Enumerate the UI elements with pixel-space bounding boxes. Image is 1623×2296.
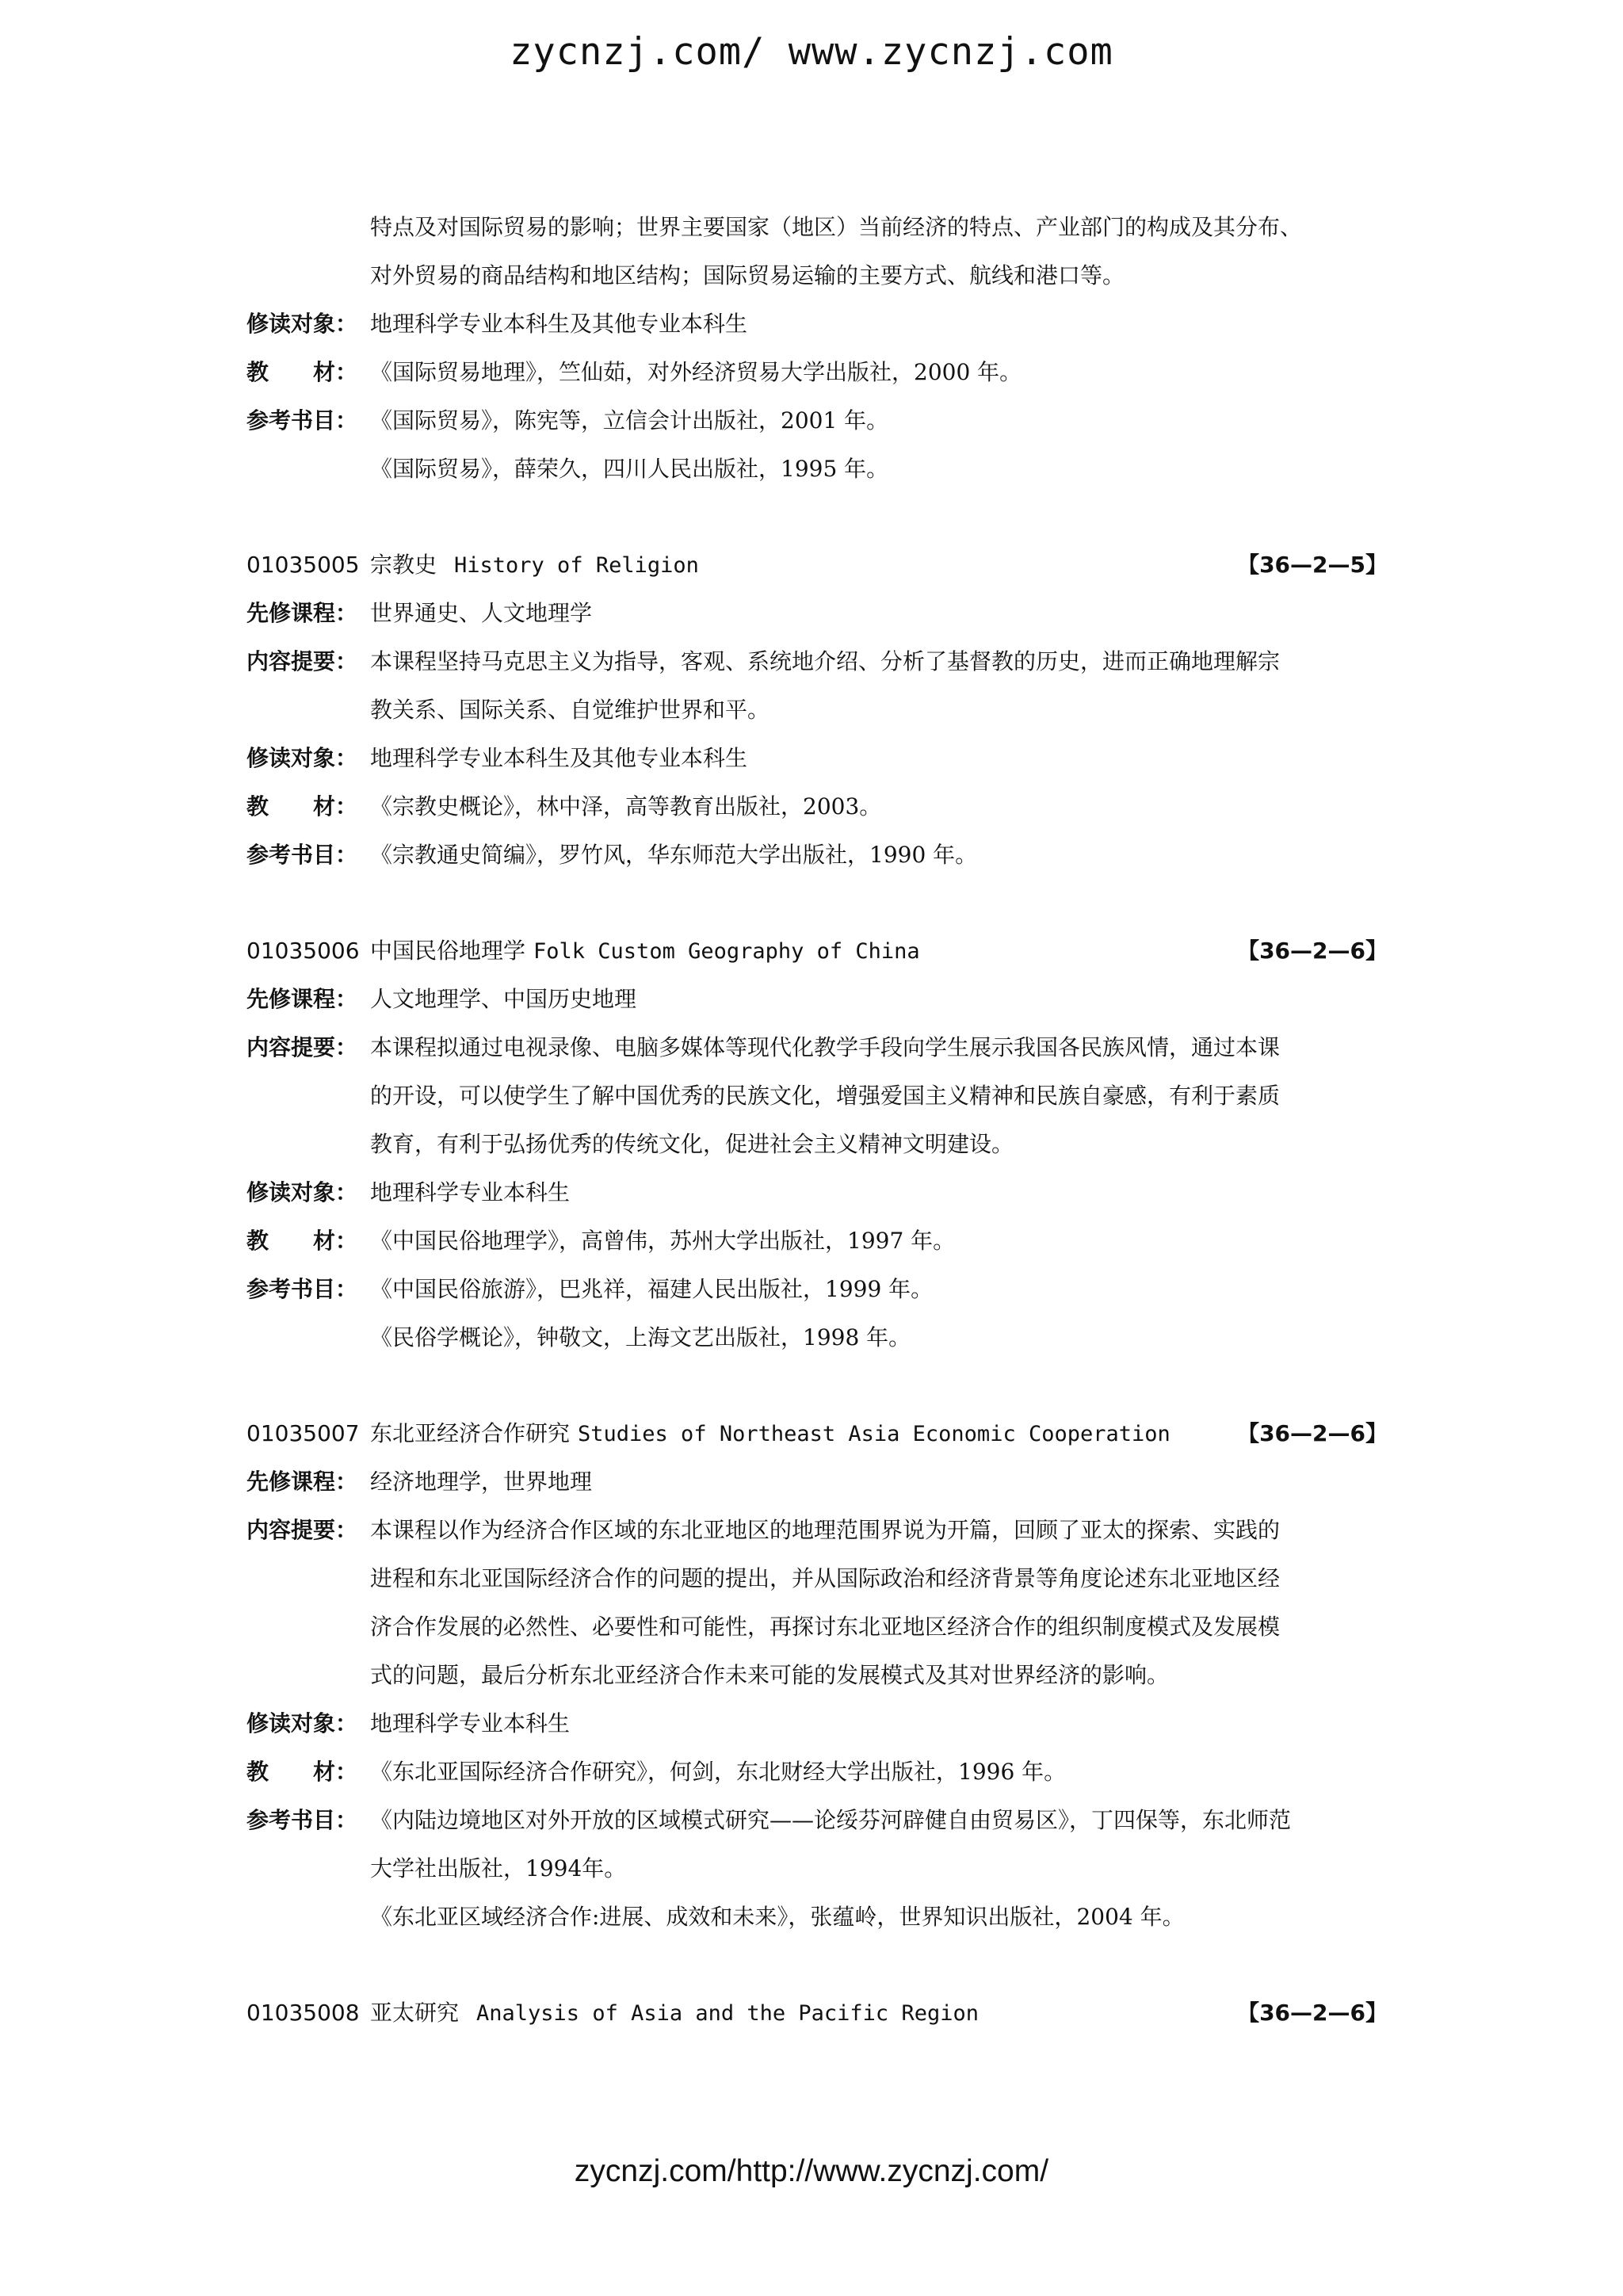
prereq-label: 先修课程： [246,986,358,1012]
textbook-row [246,1748,1388,1796]
textbook-label: 教 材： [246,1759,358,1785]
reference-item: 《中国民俗旅游》，巴兆祥，福建人民出版社，1999 年。 [370,1276,934,1302]
reference-item [370,1796,1388,1893]
text-line: 本课程以作为经济合作区域的东北亚地区的地理范围界说为开篇，回顾了亚太的探索、实践的 [370,1517,1281,1543]
prereq-value: 世界通史、人文地理学 [370,600,593,626]
audience-value: 地理科学专业本科生及其他专业本科生 [370,745,748,771]
references-row [246,831,1388,879]
course-heading [246,541,1388,589]
text-line: 教关系、国际关系、自觉维护世界和平。 [370,697,770,723]
prereq-label: 先修课程： [246,1469,358,1495]
text-line: 本课程拟通过电视录像、电脑多媒体等现代化教学手段向学生展示我国各民族风情，通过本课 [370,1034,1281,1060]
text-line: 济合作发展的必然性、必要性和可能性，再探讨东北亚地区经济合作的组织制度模式及发展模 [370,1614,1281,1640]
course-title-en: Folk Custom Geography of China [533,939,920,964]
references-label: 参考书目： [246,1807,358,1833]
page-header: zycnzj.com/ www.zycnzj.com [510,30,1113,74]
text-line: 《内陆边境地区对外开放的区域模式研究——论绥芬河辟健自由贸易区》，丁四保等，东北师范 [370,1807,1292,1833]
course-hours: 【36—2—5】 [1237,552,1388,578]
course-heading [246,1988,1388,2037]
page-footer: zycnzj.com/http://www.zycnzj.com/ [574,2154,1049,2188]
course-entry [246,926,1388,1362]
textbook-value: 《中国民俗地理学》，高曾伟，苏州大学出版社，1997 年。 [370,1228,956,1254]
reference-item: 《国际贸易》，陈宪等，立信会计出版社，2001 年。 [370,407,889,434]
audience-row [246,734,1388,782]
prereq-row [246,589,1388,637]
summary-text [370,1506,1388,1699]
reference-item: 《宗教通史简编》，罗竹风，华东师范大学出版社，1990 年。 [370,842,978,868]
course-title-en: History of Religion [454,553,699,578]
course-title-en: Analysis of Asia and the Pacific Region [476,2001,979,2026]
course-entry [246,541,1388,879]
course-title-cn: 中国民俗地理学 [370,938,526,964]
prereq-value: 经济地理学，世界地理 [370,1469,593,1495]
course-code: 01035007 [246,1420,360,1446]
textbook-row [246,782,1388,831]
course-heading [246,926,1388,975]
references-label: 参考书目： [246,842,358,868]
summary-text [370,637,1388,734]
course-title-en: Studies of Northeast Asia Economic Cooperation [578,1422,1170,1446]
references-row [246,1796,1388,1893]
course-hours: 【36—2—6】 [1237,1420,1388,1446]
text-line: 本课程坚持马克思主义为指导，客观、系统地介绍、分析了基督教的历史，进而正确地理解宗 [370,648,1281,674]
text-line: 进程和东北亚国际经济合作的问题的提出，并从国际政治和经济背景等角度论述东北亚地区经 [370,1565,1281,1591]
audience-row [246,1168,1388,1217]
audience-value: 地理科学专业本科生 [370,1710,571,1736]
text-line: 的开设，可以使学生了解中国优秀的民族文化，增强爱国主义精神和民族自豪感，有利于素质 [370,1083,1281,1109]
references-row [246,1265,1388,1313]
text-line: 对外贸易的商品结构和地区结构；国际贸易运输的主要方式、航线和港口等。 [370,262,1125,288]
audience-row [246,300,1388,348]
textbook-value: 《宗教史概论》，林中泽，高等教育出版社，2003。 [370,793,882,819]
course-code: 01035008 [246,2000,360,2026]
summary-text [370,1023,1388,1168]
textbook-label: 教 材： [246,1228,358,1254]
summary-row [246,637,1388,734]
textbook-row [246,348,1388,396]
reference-item: 《东北亚区域经济合作:进展、成效和未来》，张蕴岭，世界知识出版社，2004 年。 [370,1904,1185,1930]
course-title-cn: 宗教史 [370,552,437,578]
prereq-row [246,975,1388,1023]
audience-label: 修读对象： [246,1710,358,1736]
references-label: 参考书目： [246,1276,358,1302]
text-line: 大学社出版社，1994年。 [370,1855,627,1881]
textbook-value: 《东北亚国际经济合作研究》，何剑，东北财经大学出版社，1996 年。 [370,1759,1067,1785]
summary-label: 内容提要： [246,648,358,674]
audience-value: 地理科学专业本科生 [370,1179,571,1205]
course-title-cn: 亚太研究 [370,2000,460,2026]
summary-continuation [246,203,1388,300]
summary-row [246,1506,1388,1699]
reference-item: 《民俗学概论》，钟敬文，上海文艺出版社，1998 年。 [370,1324,911,1350]
textbook-value: 《国际贸易地理》，竺仙茹，对外经济贸易大学出版社，2000 年。 [370,359,1022,385]
audience-row [246,1699,1388,1748]
course-code: 01035005 [246,552,360,578]
audience-label: 修读对象： [246,311,358,337]
prereq-label: 先修课程： [246,600,358,626]
textbook-row [246,1217,1388,1265]
course-heading [246,1409,1388,1457]
audience-label: 修读对象： [246,745,358,771]
summary-label: 内容提要： [246,1517,358,1543]
audience-label: 修读对象： [246,1179,358,1205]
text-line: 式的问题，最后分析东北亚经济合作未来可能的发展模式及其对世界经济的影响。 [370,1662,1170,1688]
document-body [246,203,1388,2037]
text-line: 特点及对国际贸易的影响；世界主要国家（地区）当前经济的特点、产业部门的构成及其分布、 [370,214,1303,240]
course-entry [246,1409,1388,1941]
prereq-value: 人文地理学、中国历史地理 [370,986,637,1012]
text-line: 教育，有利于弘扬优秀的传统文化，促进社会主义精神文明建设。 [370,1131,1014,1157]
course-entry [246,1988,1388,2037]
references-row [246,396,1388,445]
textbook-label: 教 材： [246,793,358,819]
continued-section [246,203,1388,493]
course-hours: 【36—2—6】 [1237,938,1388,964]
summary-label: 内容提要： [246,1034,358,1060]
audience-value: 地理科学专业本科生及其他专业本科生 [370,311,748,337]
prereq-row [246,1457,1388,1506]
reference-item: 《国际贸易》，薛荣久，四川人民出版社，1995 年。 [370,456,889,482]
summary-row [246,1023,1388,1168]
references-label: 参考书目： [246,407,358,434]
course-hours: 【36—2—6】 [1237,2000,1388,2026]
course-code: 01035006 [246,938,360,964]
textbook-label: 教 材： [246,359,358,385]
course-title-cn: 东北亚经济合作研究 [370,1420,571,1446]
